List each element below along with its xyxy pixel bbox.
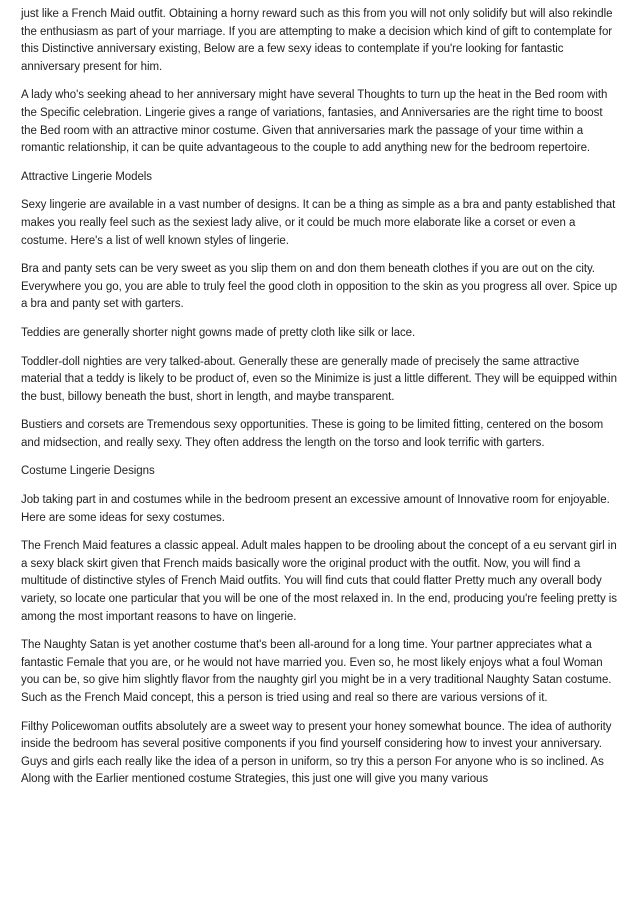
- paragraph: Bustiers and corsets are Tremendous sexy opportunities. These is going to be limited fitting, centered on the bosom and midsection, and really sexy. They often address the length on the torso and look terrific with garters.: [21, 419, 604, 449]
- paragraph: A lady who's seeking ahead to her anniversary might have several Thoughts to turn up the heat in the Bed room with the Specific celebration. Lingerie gives a range of variations, fantasies, and Anniversaries are the right time to boost the Bed room with an attractive minor costume. Given that anniversaries mark the passage of your time within a romantic relationship, it can be quite advantageous to the couple to add anything new for the bedroom repertoire.: [21, 89, 608, 155]
- paragraph: Bra and panty sets can be very sweet as you slip them on and don them beneath clothes if you are out on the city. Everywhere you go, you are able to truly feel the good cloth in opposition to the skin as you progress all over. Spice up a bra and panty set with garters.: [21, 263, 618, 311]
- paragraph: Teddies are generally shorter night gowns made of pretty cloth like silk or lace.: [21, 326, 416, 339]
- paragraph: The French Maid features a classic appeal. Adult males happen to be drooling about the concept of a eu servant girl in a sexy black skirt given that French maids basically wore the original product with the outfit. Now, you will find a multitude of distinctive styles of French Maid outfits. You will find cuts that could flatter Pretty much any overall body variety, so locate one particular that you will be one of the most relaxed in. In the end, producing you're feeling pretty is among the most important reasons to have on lingerie.: [21, 540, 617, 623]
- paragraph: Job taking part in and costumes while in the bedroom present an excessive amount of Innovative room for enjoyable. Here are some ideas for sexy costumes.: [21, 494, 610, 524]
- section-heading: Attractive Lingerie Models: [21, 170, 153, 183]
- paragraph: Filthy Policewoman outfits absolutely are a sweet way to present your honey somewhat bounce. The idea of authority inside the bedroom has several positive components if you find yourself considering how to invest your anniversary. Guys and girls each really like the idea of a person in uniform, so try this a person For anyone who is so inclined. As Along with the Earlier mentioned costume Strategies, this just one will give you many various: [21, 720, 612, 786]
- paragraph: The Naughty Satan is yet another costume that's been all-around for a long time. Your partner appreciates what a fantastic Female that you are, or he would not have married you. Even so, he most likely enjoys what a foul Woman you can be, so give him slightly flavor from the naughty girl you might be in a very traditional Naughty Satan costume. Such as the French Maid concept, this a person is tried using and real so there are various versions of it.: [21, 639, 612, 704]
- paragraph: just like a French Maid outfit. Obtaining a horny reward such as this from you will not only solidify but will also rekindle the enthusiasm as part of your marriage. If you are attempting to make a decision which kind of gift to contemplate for this Distinctive anniversary existing, Below are a few sexy ideas to contemplate if you're looking for fantastic anniversary present for him.: [21, 8, 613, 73]
- document-page: [21, 6, 619, 800]
- paragraph: Toddler-doll nighties are very talked-about. Generally these are generally made of precisely the same attractive material that a teddy is likely to be product of, even so the Minimize is just a little different. They will be equipped within the bust, billowy beneath the bust, short in length, and maybe transparent.: [21, 355, 618, 403]
- paragraph: Sexy lingerie are available in a vast number of designs. It can be a thing as simple as a bra and panty established that makes you really feel such as the sexiest lady alive, or it could be much more elaborate like a corset or even a costume. Here's a list of well known styles of lingerie.: [21, 199, 616, 247]
- section-heading: Costume Lingerie Designs: [21, 465, 155, 478]
